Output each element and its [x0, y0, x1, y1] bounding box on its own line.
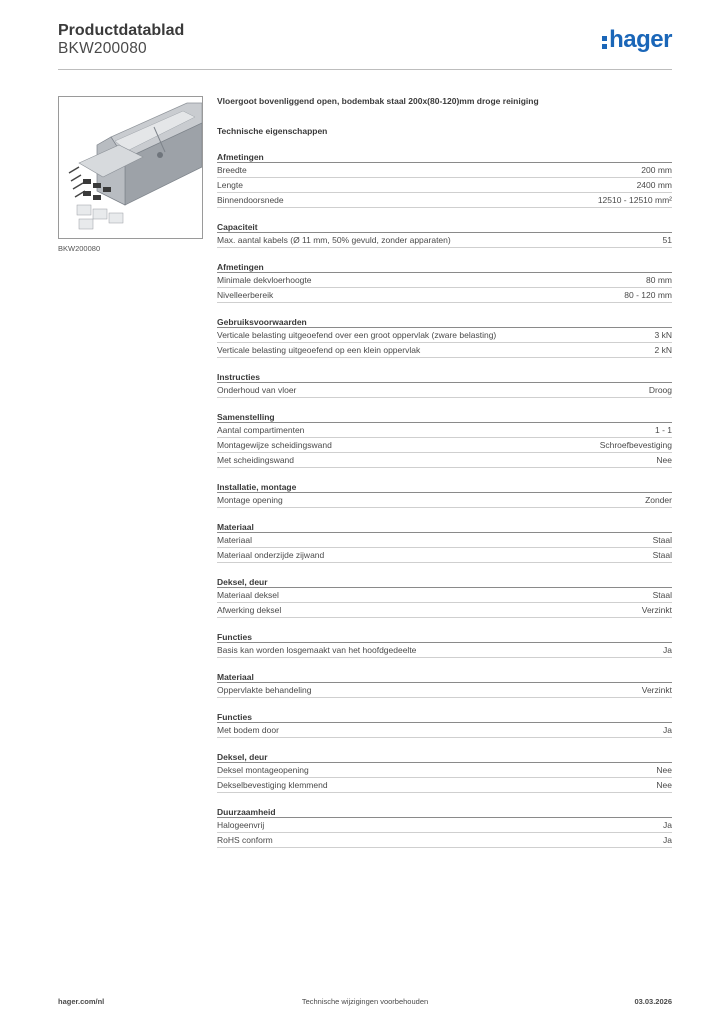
spec-group — [217, 221, 672, 248]
document-title: Productdatablad — [58, 22, 185, 39]
spec-group — [217, 806, 672, 848]
spec-group — [217, 521, 672, 563]
spec-label: Materiaal deksel — [217, 590, 279, 600]
spec-label: Oppervlakte behandeling — [217, 685, 312, 695]
spec-content — [217, 96, 672, 848]
spec-row — [217, 423, 672, 438]
spec-group — [217, 671, 672, 698]
spec-value: Verzinkt — [641, 605, 672, 615]
spec-row — [217, 383, 672, 398]
spec-group — [217, 751, 672, 793]
spec-row — [217, 588, 672, 603]
hager-logo — [602, 28, 672, 52]
spec-label: Breedte — [217, 165, 247, 175]
spec-group-title: Materiaal — [217, 521, 672, 533]
spec-group — [217, 151, 672, 208]
spec-label: Halogeenvrij — [217, 820, 265, 830]
spec-label: Montagewijze scheidingswand — [217, 440, 332, 450]
spec-value: 200 mm — [641, 165, 672, 175]
spec-value: 1 - 1 — [654, 425, 672, 435]
spec-label: Onderhoud van vloer — [217, 385, 297, 395]
spec-row — [217, 683, 672, 698]
spec-row — [217, 723, 672, 738]
floor-duct-illustration — [59, 97, 202, 238]
spec-value: 3 kN — [654, 330, 672, 340]
spec-group — [217, 631, 672, 658]
image-caption: BKW200080 — [58, 244, 101, 253]
spec-label: Montage opening — [217, 495, 283, 505]
footer-date: 03.03.2026 — [634, 997, 672, 1006]
spec-group-title: Afmetingen — [217, 151, 672, 163]
spec-label: Aantal compartimenten — [217, 425, 305, 435]
spec-value: 12510 - 12510 mm² — [597, 195, 672, 205]
spec-value: 80 - 120 mm — [624, 290, 672, 300]
spec-value: Ja — [663, 725, 672, 735]
spec-row — [217, 163, 672, 178]
spec-group-title: Functies — [217, 631, 672, 643]
spec-group — [217, 261, 672, 303]
spec-row — [217, 438, 672, 453]
product-description: Vloergoot bovenliggend open, bodembak staal 200x(80-120)mm droge reiniging — [217, 96, 539, 106]
spec-value: Schroefbevestiging — [599, 440, 672, 450]
spec-label: Verticale belasting uitgeoefend over een groot oppervlak (zware belasting) — [217, 330, 497, 340]
spec-group-title: Materiaal — [217, 671, 672, 683]
page-header — [58, 22, 672, 70]
spec-label: Minimale dekvloerhoogte — [217, 275, 312, 285]
spec-row — [217, 453, 672, 468]
spec-group-title: Samenstelling — [217, 411, 672, 423]
spec-row — [217, 493, 672, 508]
spec-label: Met scheidingswand — [217, 455, 295, 465]
spec-value: Zonder — [645, 495, 672, 505]
spec-value: 2400 mm — [636, 180, 672, 190]
spec-groups — [217, 151, 672, 848]
spec-label: Materiaal onderzijde zijwand — [217, 550, 325, 560]
spec-value: 2 kN — [654, 345, 672, 355]
spec-group — [217, 411, 672, 468]
spec-row — [217, 288, 672, 303]
spec-group — [217, 316, 672, 358]
spec-label: Afwerking deksel — [217, 605, 282, 615]
spec-label: Binnendoorsnede — [217, 195, 284, 205]
spec-value: Ja — [663, 820, 672, 830]
spec-row — [217, 603, 672, 618]
spec-row — [217, 643, 672, 658]
spec-label: Max. aantal kabels (Ø 11 mm, 50% gevuld, zonder apparaten) — [217, 235, 451, 245]
spec-group — [217, 371, 672, 398]
spec-group-title: Afmetingen — [217, 261, 672, 273]
spec-value: Staal — [652, 590, 672, 600]
spec-label: Lengte — [217, 180, 243, 190]
spec-label: Nivelleerbereik — [217, 290, 274, 300]
spec-label: Basis kan worden losgemaakt van het hoofdgedeelte — [217, 645, 417, 655]
spec-row — [217, 343, 672, 358]
product-image — [58, 96, 203, 239]
spec-row — [217, 178, 672, 193]
footer-website: hager.com/nl — [58, 997, 105, 1006]
spec-value: Nee — [656, 765, 672, 775]
spec-group-title: Deksel, deur — [217, 576, 672, 588]
spec-group-title: Installatie, montage — [217, 481, 672, 493]
logo-text: hager — [609, 26, 672, 53]
spec-row — [217, 833, 672, 848]
spec-row — [217, 193, 672, 208]
spec-label: Verticale belasting uitgeoefend op een klein oppervlak — [217, 345, 421, 355]
spec-label: Materiaal — [217, 535, 252, 545]
spec-value: Ja — [663, 835, 672, 845]
spec-value: 51 — [662, 235, 672, 245]
spec-row — [217, 763, 672, 778]
spec-label: Dekselbevestiging klemmend — [217, 780, 328, 790]
logo-dots-icon — [602, 36, 607, 49]
spec-row — [217, 533, 672, 548]
spec-group-title: Gebruiksvoorwaarden — [217, 316, 672, 328]
spec-group-title: Deksel, deur — [217, 751, 672, 763]
spec-row — [217, 328, 672, 343]
spec-label: Met bodem door — [217, 725, 279, 735]
spec-group — [217, 576, 672, 618]
spec-value: Staal — [652, 535, 672, 545]
section-title: Technische eigenschappen — [217, 126, 328, 136]
spec-value: Verzinkt — [641, 685, 672, 695]
spec-row — [217, 273, 672, 288]
spec-value: Nee — [656, 455, 672, 465]
spec-row — [217, 778, 672, 793]
spec-group-title: Functies — [217, 711, 672, 723]
spec-group-title: Capaciteit — [217, 221, 672, 233]
spec-value: Droog — [648, 385, 672, 395]
spec-label: RoHS conform — [217, 835, 273, 845]
spec-label: Deksel montageopening — [217, 765, 309, 775]
spec-value: Nee — [656, 780, 672, 790]
spec-row — [217, 233, 672, 248]
spec-row — [217, 548, 672, 563]
footer-disclaimer: Technische wijzigingen voorbehouden — [301, 997, 429, 1006]
spec-value: Staal — [652, 550, 672, 560]
spec-group-title: Duurzaamheid — [217, 806, 672, 818]
product-code: BKW200080 — [58, 40, 147, 57]
spec-group-title: Instructies — [217, 371, 672, 383]
spec-value: Ja — [663, 645, 672, 655]
spec-group — [217, 481, 672, 508]
spec-value: 80 mm — [646, 275, 672, 285]
spec-group — [217, 711, 672, 738]
spec-row — [217, 818, 672, 833]
